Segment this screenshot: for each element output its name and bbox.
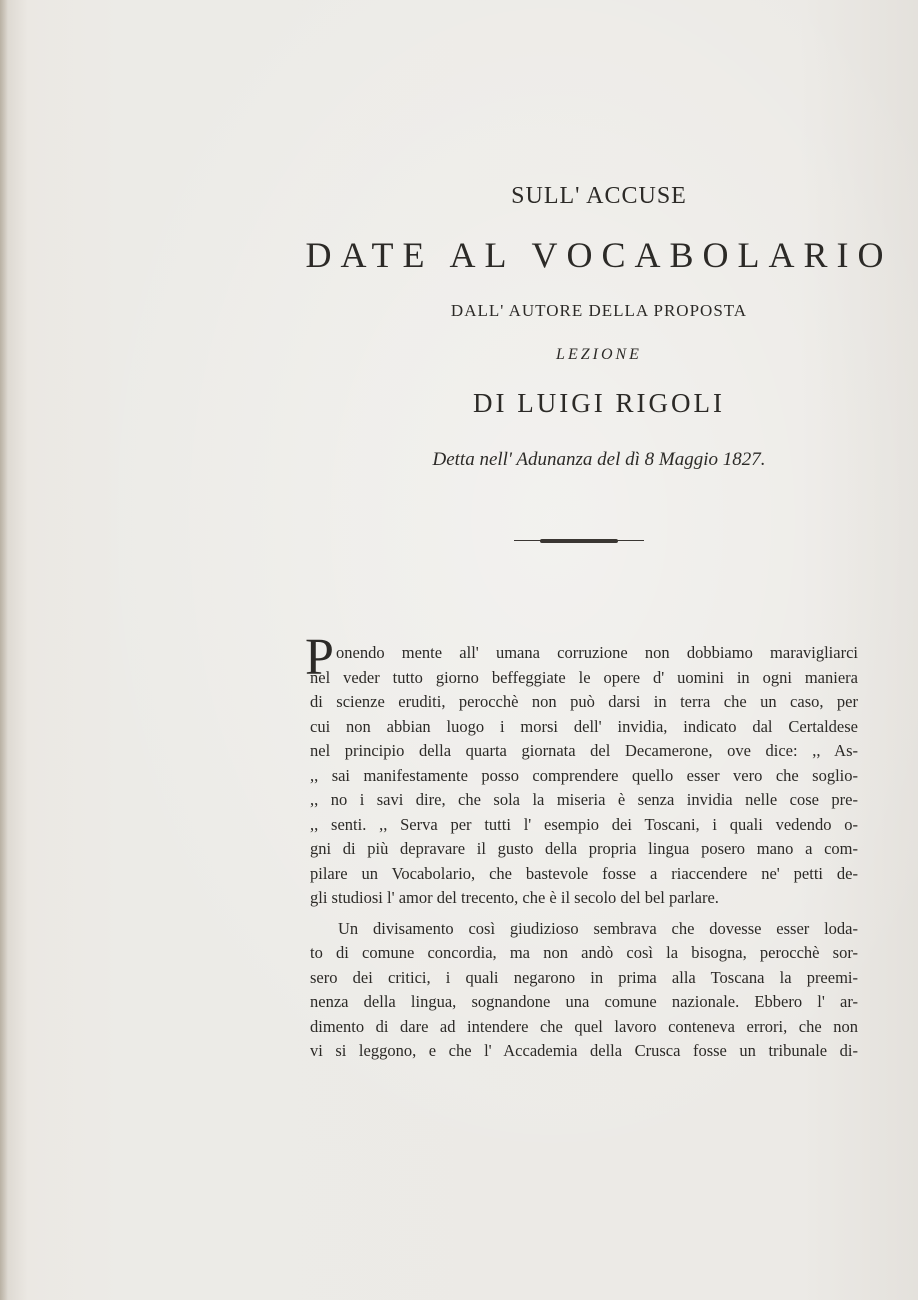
text-line: gni di più depravare il gusto della propria lingua posero mano a com- [310,839,858,858]
text-line: di scienze eruditi, perocchè non può darsi in terra che un caso, per [310,692,858,711]
text-line: gli studiosi l' amor del trecento, che è il secolo del bel parlare. [310,888,719,907]
text-line: nel principio della quarta giornata del Decamerone, ove dice: ,, As- [310,741,858,760]
text-line: onendo mente all' umana corruzione non dobbiamo maravigliarci [336,643,858,662]
title-line-2: DATE AL VOCABOLARIO [305,235,893,275]
title-line-6: Detta nell' Adunanza del dì 8 Maggio 1827. [432,449,766,470]
text-line: nel veder tutto giorno beffeggiate le opere d' uomini in ogni maniera [310,667,858,687]
section-rule [540,539,618,543]
paragraph-1 [310,641,858,666]
text-line: ,, sai manifestamente posso comprendere quello esser vero che soglio- [310,765,858,785]
title-line-1: SULL' ACCUSE [511,183,687,209]
text-line: ,, no i savi dire, che sola la miseria è senza invidia nelle cose pre- [310,790,858,809]
text-line: ,, senti. ,, Serva per tutti l' esempio dei Toscani, i quali vedendo o- [310,814,858,834]
body-text [310,641,858,1064]
paragraph-2 [310,917,858,1064]
text-line: vi si leggono, e che l' Accademia della Crusca fosse un tribunale di- [310,1041,858,1060]
title-line-3: DALL' AUTORE DELLA PROPOSTA [450,301,748,320]
text-line: Un divisamento così giudizioso sembrava che dovesse esser loda- [338,918,858,938]
text-line: sero dei critici, i quali negarono in prima alla Toscana la preemi- [310,967,858,987]
title-line-4: LEZIONE [556,346,642,363]
title-line-5: DI LUIGI RIGOLI [473,388,725,418]
paragraph-1-cont [310,666,858,911]
text-line: cui non abbian luogo i morsi dell' invidia, indicato dal Certaldese [310,716,858,736]
drop-cap: P [305,629,334,686]
text-line: nenza della lingua, sognandone una comune nazionale. Ebbero l' ar- [310,992,858,1011]
text-line: to di comune concordia, ma non andò così la bisogna, perocchè sor- [310,943,858,962]
text-line: pilare un Vocabolario, che bastevole fosse a riaccendere ne' petti de- [310,863,858,883]
text-line: dimento di dare ad intendere che quel lavoro conteneva errori, che non [310,1016,858,1036]
page-edge [0,0,8,1300]
